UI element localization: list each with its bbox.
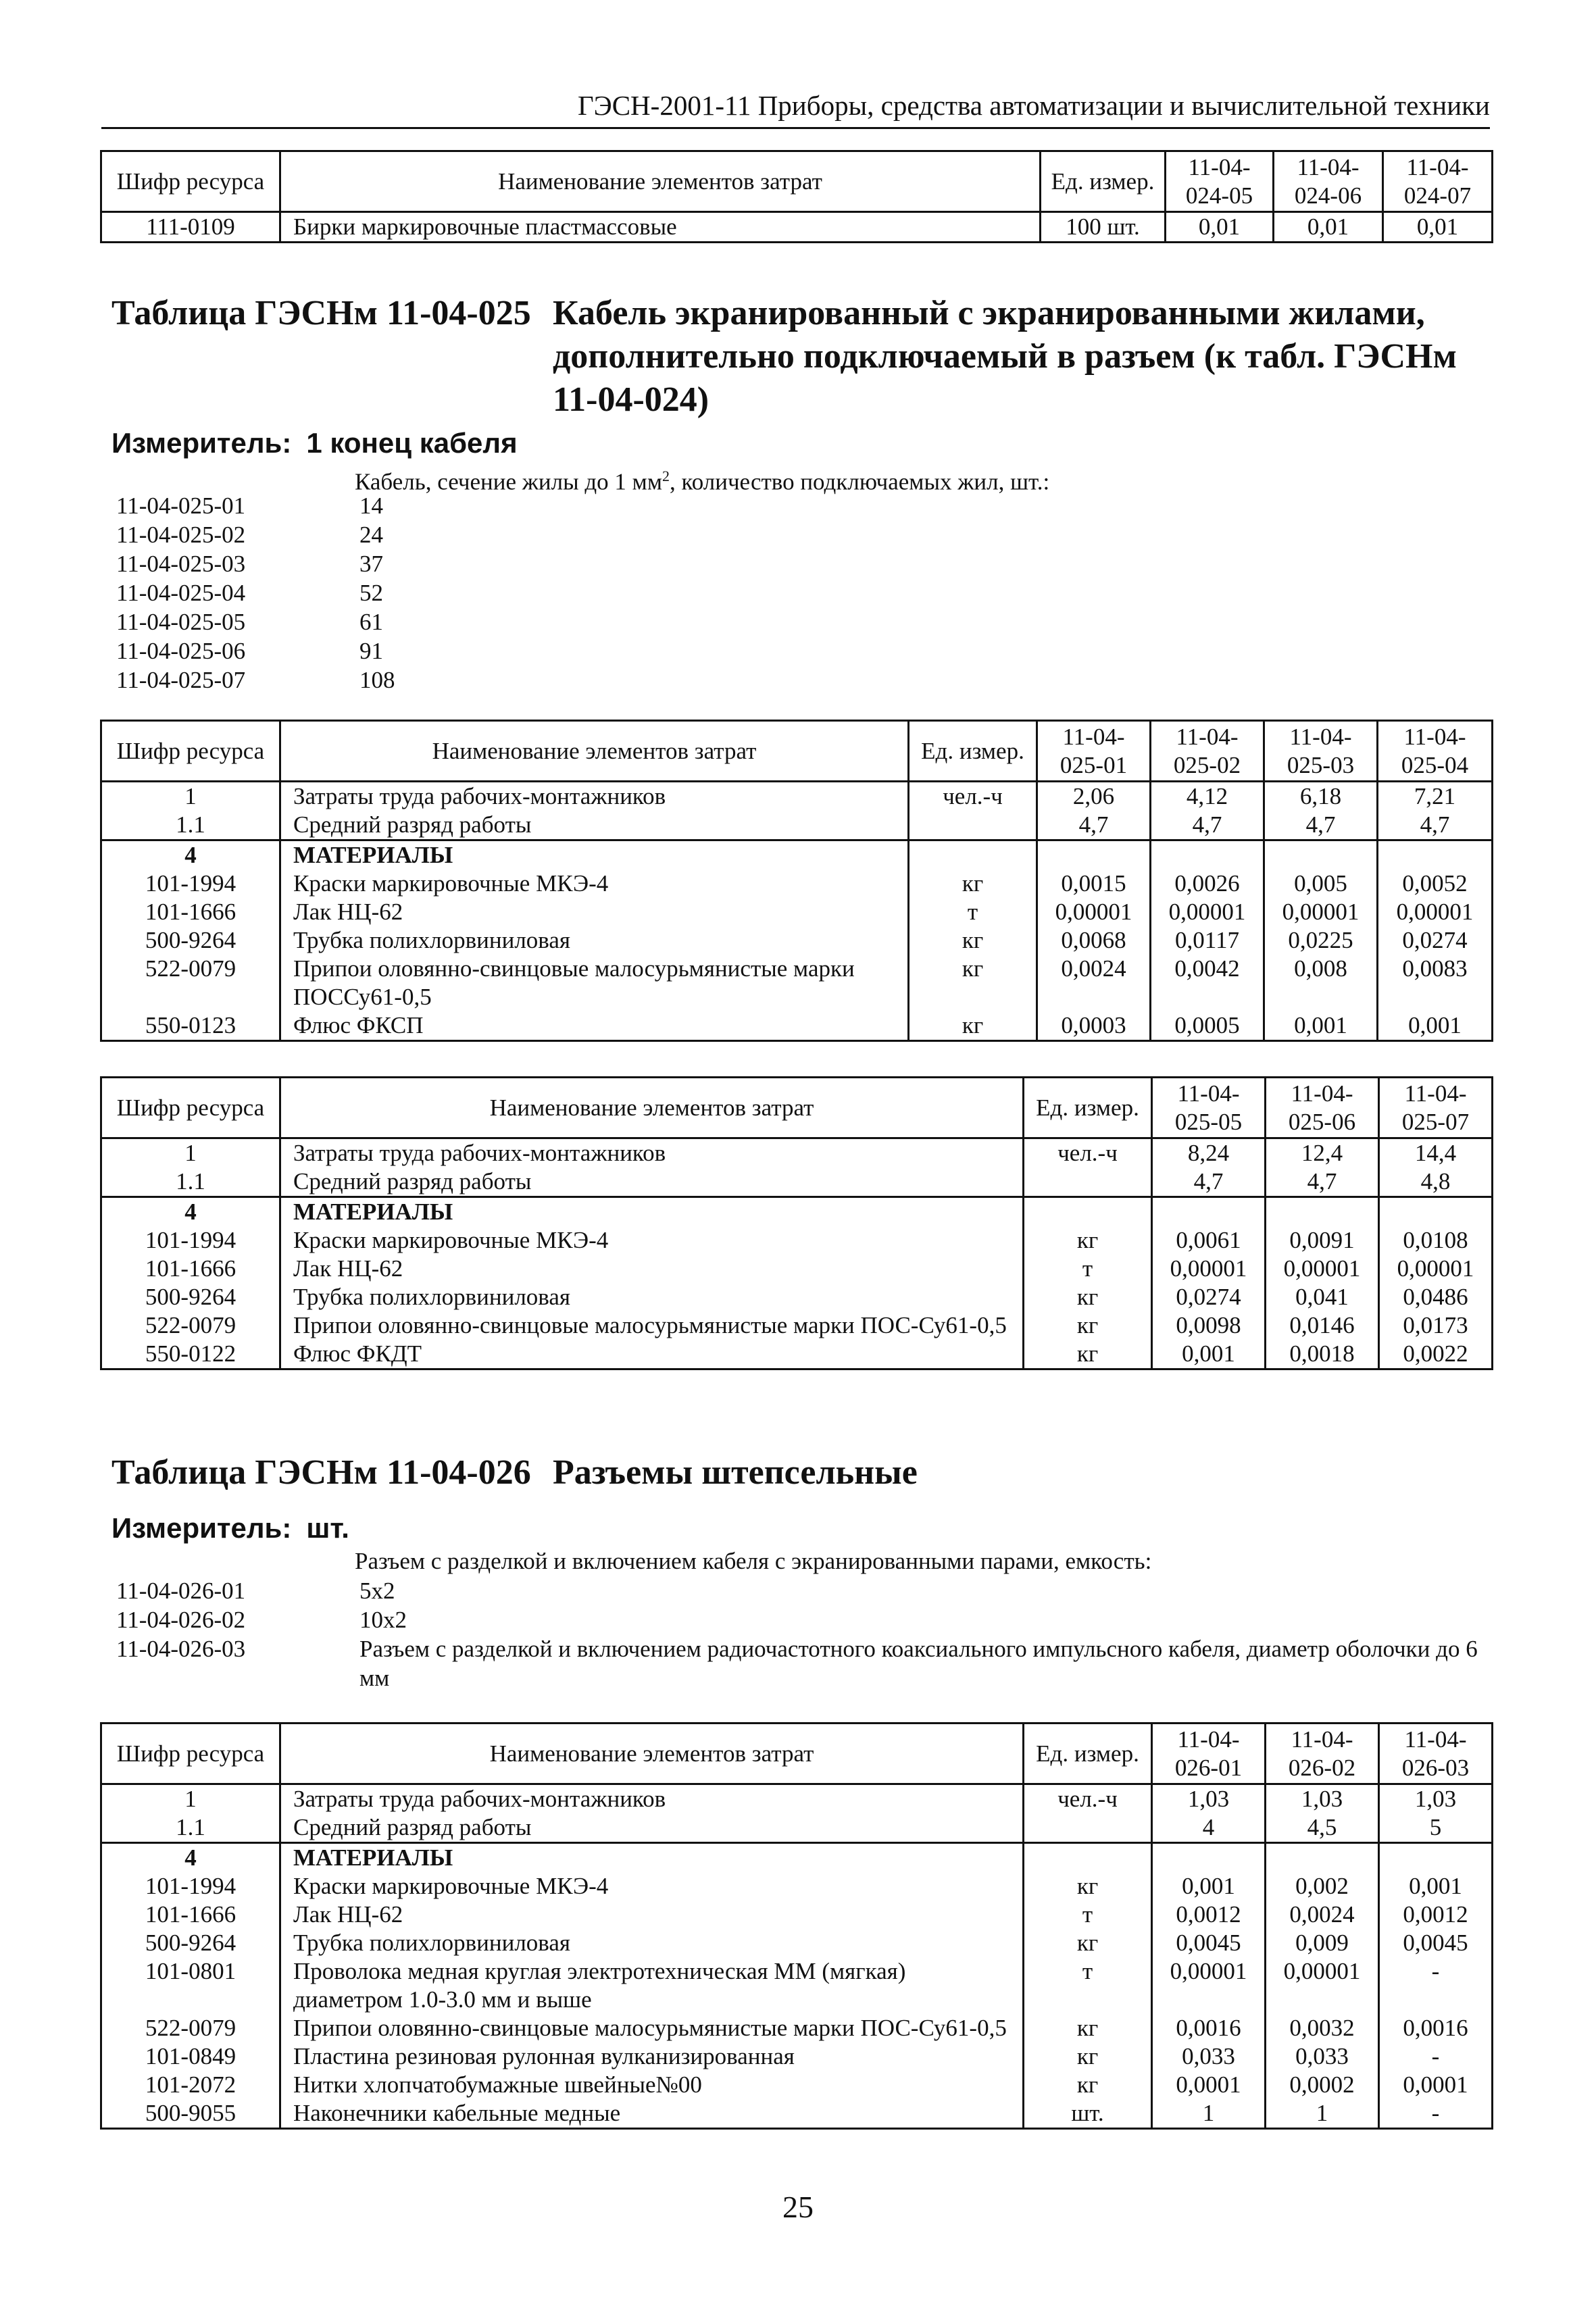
unit: кг: [1024, 1283, 1152, 1311]
norm-value: 0,033: [1266, 2042, 1379, 2071]
page-number: 25: [782, 2190, 814, 2224]
norm-code: 11-04-026-01: [116, 1578, 246, 1604]
resource-code: 1: [101, 1138, 280, 1168]
unit: кг: [909, 870, 1037, 898]
unit: кг: [1024, 1929, 1152, 1957]
norm-value: 0,0274: [1152, 1283, 1266, 1311]
measure-unit: [111, 426, 518, 461]
norm-value: 0,009: [1266, 1929, 1379, 1957]
norm-value: 0,0042: [1151, 955, 1264, 1011]
unit: кг: [1024, 1311, 1152, 1340]
unit: т: [1024, 1957, 1152, 2014]
list-item: [116, 1605, 1488, 1634]
resource-code: 111-0109: [101, 212, 280, 243]
resource-code: 101-0801: [101, 1957, 280, 2014]
table-row: [101, 1138, 1493, 1168]
resource-code: 500-9264: [101, 926, 280, 955]
table-row: [101, 898, 1493, 926]
norm-value: 4,7: [1151, 811, 1264, 840]
resource-code: 1.1: [101, 811, 280, 840]
norm-value: 0,00001: [1151, 898, 1264, 926]
resource-code: 101-1994: [101, 1872, 280, 1901]
resource-code: 101-1666: [101, 1255, 280, 1283]
table-row: [101, 2071, 1493, 2099]
measure-label: Измеритель:: [111, 1512, 292, 1544]
norm-code: 11-04-025-03: [116, 551, 246, 577]
norm-value: 0,0108: [1379, 1226, 1493, 1255]
resource-code: 101-0849: [101, 2042, 280, 2071]
table-row: [101, 782, 1493, 811]
norm-value: 0,0032: [1266, 2014, 1379, 2042]
norm-value: [1266, 1197, 1379, 1227]
unit: [909, 840, 1037, 870]
resource-code: 101-1994: [101, 870, 280, 898]
measure-unit: [111, 1511, 349, 1546]
list-item: [116, 549, 395, 578]
norm-value: 0,0024: [1037, 955, 1151, 1011]
norm-value: 0,00001: [1037, 898, 1151, 926]
table-row: [101, 1197, 1493, 1227]
norm-value: 2,06: [1037, 782, 1151, 811]
norm-value: 1,03: [1266, 1784, 1379, 1814]
norm-desc: 108: [359, 667, 395, 693]
norm-value: 0,0003: [1037, 1011, 1151, 1041]
table-row: [101, 811, 1493, 840]
col-header-norm: 11-04-025-02: [1151, 721, 1264, 782]
cost-element-name: Проволока медная круглая электротехническая ММ (мягкая) диаметром 1.0-3.0 мм и выше: [280, 1957, 1024, 2014]
norm-lead-text: [355, 462, 1049, 497]
norm-value: 8,24: [1152, 1138, 1266, 1168]
measure-label: Измеритель:: [111, 427, 292, 459]
norm-value: [1152, 1843, 1266, 1873]
cost-element-name: Лак НЦ-62: [280, 898, 909, 926]
norm-value: 0,0016: [1152, 2014, 1266, 2042]
norm-code: 11-04-026-03: [116, 1636, 246, 1662]
norm-code: 11-04-025-01: [116, 493, 246, 519]
norm-value: -: [1379, 2099, 1493, 2129]
lead-text: , количество подключаемых жил, шт.:: [669, 468, 1050, 495]
norm-lead-text: Разъем с разделкой и включением кабеля с экранированными парами, емкость:: [355, 1548, 1152, 1574]
norm-code: 11-04-026-02: [116, 1607, 246, 1633]
norm-desc: Разъем с разделкой и включением радиочастотного коаксиального импульсного кабеля, диаметр оболочки до 6 мм: [359, 1636, 1478, 1691]
table-row: [101, 955, 1493, 1011]
col-header-norm: 11-04-025-07: [1379, 1078, 1493, 1138]
norm-value: 0,01: [1166, 212, 1274, 243]
norm-value: [1037, 840, 1151, 870]
cost-element-name: Затраты труда рабочих-монтажников: [280, 1784, 1024, 1814]
norm-value: 1,03: [1379, 1784, 1493, 1814]
table-row: [101, 1340, 1493, 1369]
cost-element-name: Припои оловянно-свинцовые малосурьмянистые марки ПОС-Су61-0,5: [280, 2014, 1024, 2042]
cost-element-name: Лак НЦ-62: [280, 1901, 1024, 1929]
table-row: [101, 1784, 1493, 1814]
table-row: [101, 1843, 1493, 1873]
list-item: [116, 520, 395, 549]
cost-element-name: Наконечники кабельные медные: [280, 2099, 1024, 2129]
norm-value: [1151, 840, 1264, 870]
norm-value: 0,0001: [1152, 2071, 1266, 2099]
norm-value: -: [1379, 1957, 1493, 2014]
resource-code: 500-9264: [101, 1283, 280, 1311]
table-row: [101, 1255, 1493, 1283]
unit: кг: [1024, 1340, 1152, 1369]
norm-value: 0,0091: [1266, 1226, 1379, 1255]
col-header-norm: 11-04-025-04: [1378, 721, 1493, 782]
norm-code: 11-04-025-07: [116, 667, 246, 693]
table-row: [101, 1226, 1493, 1255]
col-header-norm: 11-04-025-05: [1152, 1078, 1266, 1138]
col-header-code: Шифр ресурса: [101, 151, 280, 212]
norm-value: 0,0045: [1152, 1929, 1266, 1957]
norm-value: 0,001: [1379, 1872, 1493, 1901]
unit: 100 шт.: [1041, 212, 1166, 243]
unit: чел.-ч: [909, 782, 1037, 811]
norm-code: 11-04-025-02: [116, 522, 246, 548]
norm-value: 4,7: [1152, 1167, 1266, 1197]
cost-element-name: Пластина резиновая рулонная вулканизированная: [280, 2042, 1024, 2071]
col-header-name: Наименование элементов затрат: [280, 1724, 1024, 1784]
cost-element-name: Средний разряд работы: [280, 1813, 1024, 1843]
table-row: [101, 1929, 1493, 1957]
norm-value: 0,0005: [1151, 1011, 1264, 1041]
table-row: [101, 212, 1493, 243]
col-header-unit: Ед. измер.: [1024, 1078, 1152, 1138]
norm-value: 0,041: [1266, 1283, 1379, 1311]
norm-value: [1379, 1197, 1493, 1227]
resource-code: 101-1666: [101, 1901, 280, 1929]
table-number: Таблица ГЭСНм 11-04-026: [111, 1453, 531, 1492]
col-header-norm: 11-04-024-05: [1166, 151, 1274, 212]
list-item: [116, 1634, 1488, 1692]
header-rule: [101, 127, 1490, 129]
table-row: [101, 2099, 1493, 2129]
unit: шт.: [1024, 2099, 1152, 2129]
col-header-code: Шифр ресурса: [101, 1724, 280, 1784]
list-item: [116, 636, 395, 665]
cost-element-name: Бирки маркировочные пластмассовые: [280, 212, 1041, 243]
unit: кг: [1024, 2071, 1152, 2099]
cost-element-name: Лак НЦ-62: [280, 1255, 1024, 1283]
norm-value: 0,008: [1264, 955, 1378, 1011]
norm-value: 0,0015: [1037, 870, 1151, 898]
col-header-unit: Ед. измер.: [1024, 1724, 1152, 1784]
running-header: ГЭСН-2001-11 Приборы, средства автоматизации и вычислительной техники: [577, 90, 1490, 121]
resource-code: 1.1: [101, 1167, 280, 1197]
norm-value: 0,002: [1266, 1872, 1379, 1901]
col-header-name: Наименование элементов затрат: [280, 1078, 1024, 1138]
norm-value: 4: [1152, 1813, 1266, 1843]
norm-value: 0,0022: [1379, 1340, 1493, 1369]
norm-value: 4,7: [1037, 811, 1151, 840]
cost-table-025-1: [100, 720, 1493, 1042]
col-header-norm: 11-04-025-01: [1037, 721, 1151, 782]
table-number: Таблица ГЭСНм 11-04-025: [111, 294, 531, 332]
cost-element-name: Средний разряд работы: [280, 1167, 1024, 1197]
col-header-norm: 11-04-024-07: [1383, 151, 1493, 212]
unit: кг: [1024, 2014, 1152, 2042]
norm-value: 4,5: [1266, 1813, 1379, 1843]
resource-code: 1: [101, 782, 280, 811]
norm-value: 4,12: [1151, 782, 1264, 811]
norm-value: 0,0274: [1378, 926, 1493, 955]
resource-code: 4: [101, 1197, 280, 1227]
norm-value: 1,03: [1152, 1784, 1266, 1814]
cost-element-name: Флюс ФКДТ: [280, 1340, 1024, 1369]
norm-value: 0,00001: [1152, 1957, 1266, 2014]
unit: т: [1024, 1901, 1152, 1929]
norm-value: 0,001: [1378, 1011, 1493, 1041]
table-row: [101, 840, 1493, 870]
norm-value: 14,4: [1379, 1138, 1493, 1168]
table-row: [101, 1813, 1493, 1843]
norm-desc: 5x2: [359, 1578, 395, 1604]
col-header-norm: 11-04-024-06: [1274, 151, 1383, 212]
table-title: Кабель экранированный с экранированными жилами, дополнительно подключаемый в разъем (к табл. ГЭСНм 11-04-024): [553, 294, 1457, 419]
norm-code: 11-04-025-04: [116, 580, 246, 606]
norm-value: 0,0012: [1379, 1901, 1493, 1929]
cost-element-name: Припои оловянно-свинцовые малосурьмянистые марки ПОССу61-0,5: [280, 955, 909, 1011]
cost-element-name: Краски маркировочные МКЭ-4: [280, 1872, 1024, 1901]
measure-value: шт.: [306, 1512, 349, 1544]
col-header-norm: 11-04-026-03: [1379, 1724, 1493, 1784]
norm-value: [1379, 1843, 1493, 1873]
norm-value: 5: [1379, 1813, 1493, 1843]
table-title: Разъемы штепсельные: [553, 1453, 918, 1492]
norm-value: 0,001: [1152, 1340, 1266, 1369]
cost-element-name: Краски маркировочные МКЭ-4: [280, 1226, 1024, 1255]
norm-value: 0,0016: [1379, 2014, 1493, 2042]
cost-element-name: Припои оловянно-свинцовые малосурьмянистые марки ПОС-Су61-0,5: [280, 1311, 1024, 1340]
table-row: [101, 1872, 1493, 1901]
norm-value: 0,00001: [1379, 1255, 1493, 1283]
norm-desc: 61: [359, 609, 383, 635]
resource-code: 101-2072: [101, 2071, 280, 2099]
norm-value: 0,01: [1274, 212, 1383, 243]
col-header-norm: 11-04-026-01: [1152, 1724, 1266, 1784]
norm-code-list: [116, 1576, 1488, 1692]
resource-code: 4: [101, 840, 280, 870]
norm-value: 4,7: [1264, 811, 1378, 840]
norm-value: 0,0002: [1266, 2071, 1379, 2099]
cost-element-name: Трубка полихлорвиниловая: [280, 1283, 1024, 1311]
norm-value: 0,0068: [1037, 926, 1151, 955]
resource-code: 500-9055: [101, 2099, 280, 2129]
norm-value: 4,8: [1379, 1167, 1493, 1197]
norm-value: 0,0045: [1379, 1929, 1493, 1957]
norm-code-list: [116, 491, 395, 695]
superscript: 2: [662, 468, 670, 484]
norm-value: 0,00001: [1378, 898, 1493, 926]
resource-code: 550-0122: [101, 1340, 280, 1369]
norm-desc: 91: [359, 638, 383, 664]
col-header-code: Шифр ресурса: [101, 721, 280, 782]
norm-desc: 24: [359, 522, 383, 548]
norm-value: 7,21: [1378, 782, 1493, 811]
resource-code: 101-1994: [101, 1226, 280, 1255]
norm-value: -: [1379, 2042, 1493, 2071]
col-header-norm: 11-04-025-03: [1264, 721, 1378, 782]
norm-value: 0,0052: [1378, 870, 1493, 898]
col-header-code: Шифр ресурса: [101, 1078, 280, 1138]
list-item: [116, 1576, 1488, 1605]
cost-element-name: Затраты труда рабочих-монтажников: [280, 782, 909, 811]
cost-element-name: Трубка полихлорвиниловая: [280, 926, 909, 955]
resource-code: 101-1666: [101, 898, 280, 926]
norm-value: 0,0024: [1266, 1901, 1379, 1929]
norm-value: [1152, 1197, 1266, 1227]
cost-element-name: Нитки хлопчатобумажные швейные№00: [280, 2071, 1024, 2099]
norm-desc: 14: [359, 493, 383, 519]
unit: кг: [1024, 1226, 1152, 1255]
table-row: [101, 1311, 1493, 1340]
resource-code: 550-0123: [101, 1011, 280, 1041]
resource-code: 522-0079: [101, 955, 280, 1011]
cost-element-name: Флюс ФКСП: [280, 1011, 909, 1041]
norm-value: [1266, 1843, 1379, 1873]
unit: кг: [909, 926, 1037, 955]
norm-desc: 37: [359, 551, 383, 577]
table-row: [101, 870, 1493, 898]
resource-code: 500-9264: [101, 1929, 280, 1957]
col-header-norm: 11-04-026-02: [1266, 1724, 1379, 1784]
list-item: [116, 578, 395, 607]
norm-value: 4,7: [1266, 1167, 1379, 1197]
norm-value: 0,00001: [1266, 1255, 1379, 1283]
norm-value: 0,01: [1383, 212, 1493, 243]
norm-value: 0,0173: [1379, 1311, 1493, 1340]
norm-value: 0,0012: [1152, 1901, 1266, 1929]
norm-value: 0,0117: [1151, 926, 1264, 955]
norm-value: 0,033: [1152, 2042, 1266, 2071]
norm-value: 0,00001: [1264, 898, 1378, 926]
norm-value: 0,0026: [1151, 870, 1264, 898]
unit: кг: [909, 955, 1037, 1011]
resource-code: 4: [101, 1843, 280, 1873]
unit: [1024, 1813, 1152, 1843]
unit: кг: [1024, 1872, 1152, 1901]
cost-table-024: [100, 150, 1493, 243]
table-row: [101, 2014, 1493, 2042]
norm-value: 0,0083: [1378, 955, 1493, 1011]
norm-value: 0,00001: [1152, 1255, 1266, 1283]
norm-value: 12,4: [1266, 1138, 1379, 1168]
norm-value: 0,0225: [1264, 926, 1378, 955]
unit: чел.-ч: [1024, 1784, 1152, 1814]
norm-code: 11-04-025-05: [116, 609, 246, 635]
section-title: МАТЕРИАЛЫ: [280, 1197, 1024, 1227]
norm-value: 0,00001: [1266, 1957, 1379, 2014]
col-header-unit: Ед. измер.: [1041, 151, 1166, 212]
unit: чел.-ч: [1024, 1138, 1152, 1168]
norm-value: 0,0098: [1152, 1311, 1266, 1340]
unit: [1024, 1167, 1152, 1197]
norm-value: [1378, 840, 1493, 870]
norm-value: [1264, 840, 1378, 870]
cost-element-name: Затраты труда рабочих-монтажников: [280, 1138, 1024, 1168]
norm-value: 0,0486: [1379, 1283, 1493, 1311]
col-header-norm: 11-04-025-06: [1266, 1078, 1379, 1138]
resource-code: 1.1: [101, 1813, 280, 1843]
norm-value: 0,0061: [1152, 1226, 1266, 1255]
table-row: [101, 1011, 1493, 1041]
norm-desc: 52: [359, 580, 383, 606]
norm-value: 0,001: [1152, 1872, 1266, 1901]
norm-value: 0,005: [1264, 870, 1378, 898]
measure-value: 1 конец кабеля: [306, 427, 518, 459]
table-row: [101, 1901, 1493, 1929]
list-item: [116, 607, 395, 636]
cost-element-name: Средний разряд работы: [280, 811, 909, 840]
unit: [909, 811, 1037, 840]
col-header-name: Наименование элементов затрат: [280, 721, 909, 782]
unit: [1024, 1843, 1152, 1873]
norm-value: 1: [1152, 2099, 1266, 2129]
unit: т: [1024, 1255, 1152, 1283]
col-header-name: Наименование элементов затрат: [280, 151, 1041, 212]
cost-table-025-2: [100, 1076, 1493, 1370]
norm-desc: 10x2: [359, 1607, 407, 1633]
resource-code: 1: [101, 1784, 280, 1814]
lead-text: Кабель, сечение жилы до 1 мм: [355, 468, 662, 495]
unit: [1024, 1197, 1152, 1227]
col-header-unit: Ед. измер.: [909, 721, 1037, 782]
unit: кг: [1024, 2042, 1152, 2071]
norm-code: 11-04-025-06: [116, 638, 246, 664]
unit: т: [909, 898, 1037, 926]
resource-code: 522-0079: [101, 2014, 280, 2042]
table-row: [101, 1957, 1493, 2014]
cost-element-name: Трубка полихлорвиниловая: [280, 1929, 1024, 1957]
norm-value: 1: [1266, 2099, 1379, 2129]
norm-value: 0,0018: [1266, 1340, 1379, 1369]
table-row: [101, 926, 1493, 955]
table-row: [101, 1167, 1493, 1197]
resource-code: 522-0079: [101, 1311, 280, 1340]
norm-value: 4,7: [1378, 811, 1493, 840]
norm-value: 0,001: [1264, 1011, 1378, 1041]
list-item: [116, 665, 395, 695]
cost-element-name: Краски маркировочные МКЭ-4: [280, 870, 909, 898]
list-item: [116, 491, 395, 520]
section-title: МАТЕРИАЛЫ: [280, 1843, 1024, 1873]
norm-value: 0,0146: [1266, 1311, 1379, 1340]
cost-table-026: [100, 1722, 1493, 2130]
table-row: [101, 1283, 1493, 1311]
table-row: [101, 2042, 1493, 2071]
norm-value: 0,0001: [1379, 2071, 1493, 2099]
norm-value: 6,18: [1264, 782, 1378, 811]
unit: кг: [909, 1011, 1037, 1041]
section-title: МАТЕРИАЛЫ: [280, 840, 909, 870]
